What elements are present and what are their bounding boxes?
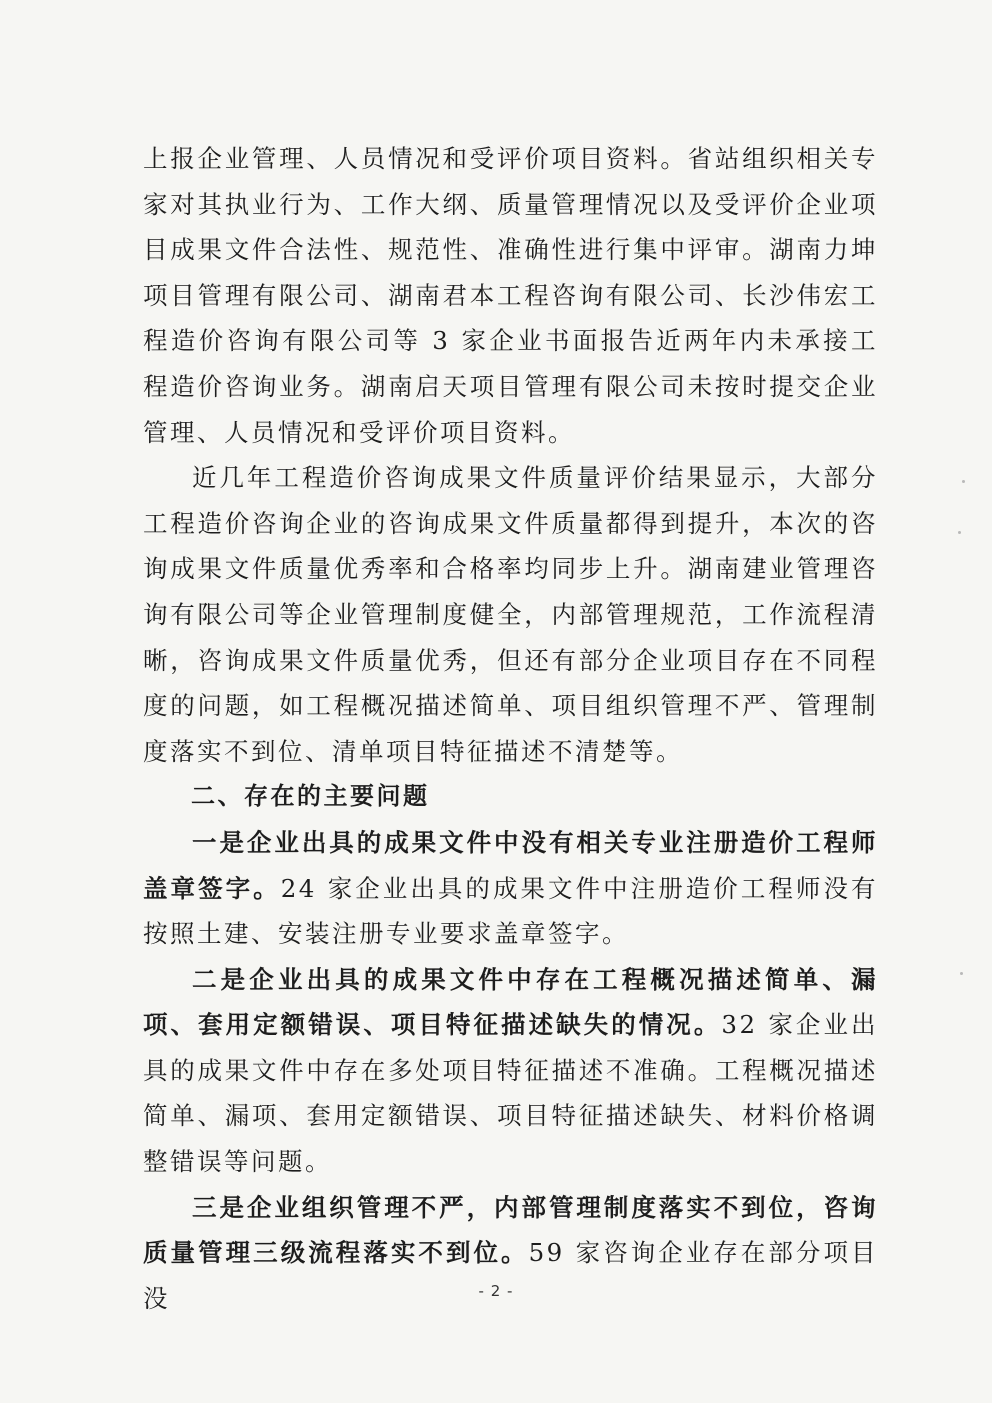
paragraph-text: 近几年工程造价咨询成果文件质量评价结果显示，大部分工程造价咨询企业的咨询成果文件质量都得到提升，本次的咨询成果文件质量优秀率和合格率均同步上升。湖南建业管理咨询有限公司等企业管理制度健全，内部管理规范，工作流程清晰，咨询成果文件质量优秀，但还有部分企业项目存在不同程度的问题，如工程概况描述简单、项目组织管理不严、管理制度落实不到位、清单项目特征描述不清楚等。 [143,463,878,766]
issue-paragraph-2 [143,957,878,1185]
section-heading: 二、存在的主要问题 [191,782,430,811]
issue-bold-lead: 二是企业出具的成果文件中存在工程概况描述简单、漏项、套用定额错误、项目特征描述缺失的情况。 [143,964,878,1040]
issue-text: 59 家咨询企业存在部分项目没 [143,1238,878,1313]
scan-speck [962,480,965,483]
issue-paragraph-1 [143,820,878,957]
issue-bold-lead: 三是企业组织管理不严，内部管理制度落实不到位，咨询质量管理三级流程落实不到位。 [143,1192,878,1268]
issue-text: 24 家企业出具的成果文件中注册造价工程师没有按照土建、安装注册专业要求盖章签字。 [143,873,879,949]
scan-speck [960,972,963,975]
issue-paragraph-3 [143,1185,878,1322]
paragraph-evaluation-results [143,455,878,774]
issue-bold-lead: 一是企业出具的成果文件中没有相关专业注册造价工程师盖章签字。 [143,827,878,903]
paragraph-report-summary [143,136,878,455]
page-number: - 2 - [478,1282,514,1300]
issue-text: 32 家企业出具的成果文件中存在多处项目特征描述不准确。工程概况描述简单、漏项、套用定额错误、项目特征描述缺失、材料价格调整错误等问题。 [143,1010,879,1177]
paragraph-text: 上报企业管理、人员情况和受评价项目资料。省站组织相关专家对其执业行为、工作大纲、质量管理情况以及受评价企业项目成果文件合法性、规范性、准确性进行集中评审。湖南力坤项目管理有限公司、湖南君本工程咨询有限公司、长沙伟宏工程造价咨询有限公司等 3 家企业书面报告近两年内未承接工程造价咨询业务。湖南启天项目管理有限公司未按时提交企业管理、人员情况和受评价项目资料。 [143,144,878,447]
document-body [143,136,878,1321]
scan-speck [958,531,961,534]
